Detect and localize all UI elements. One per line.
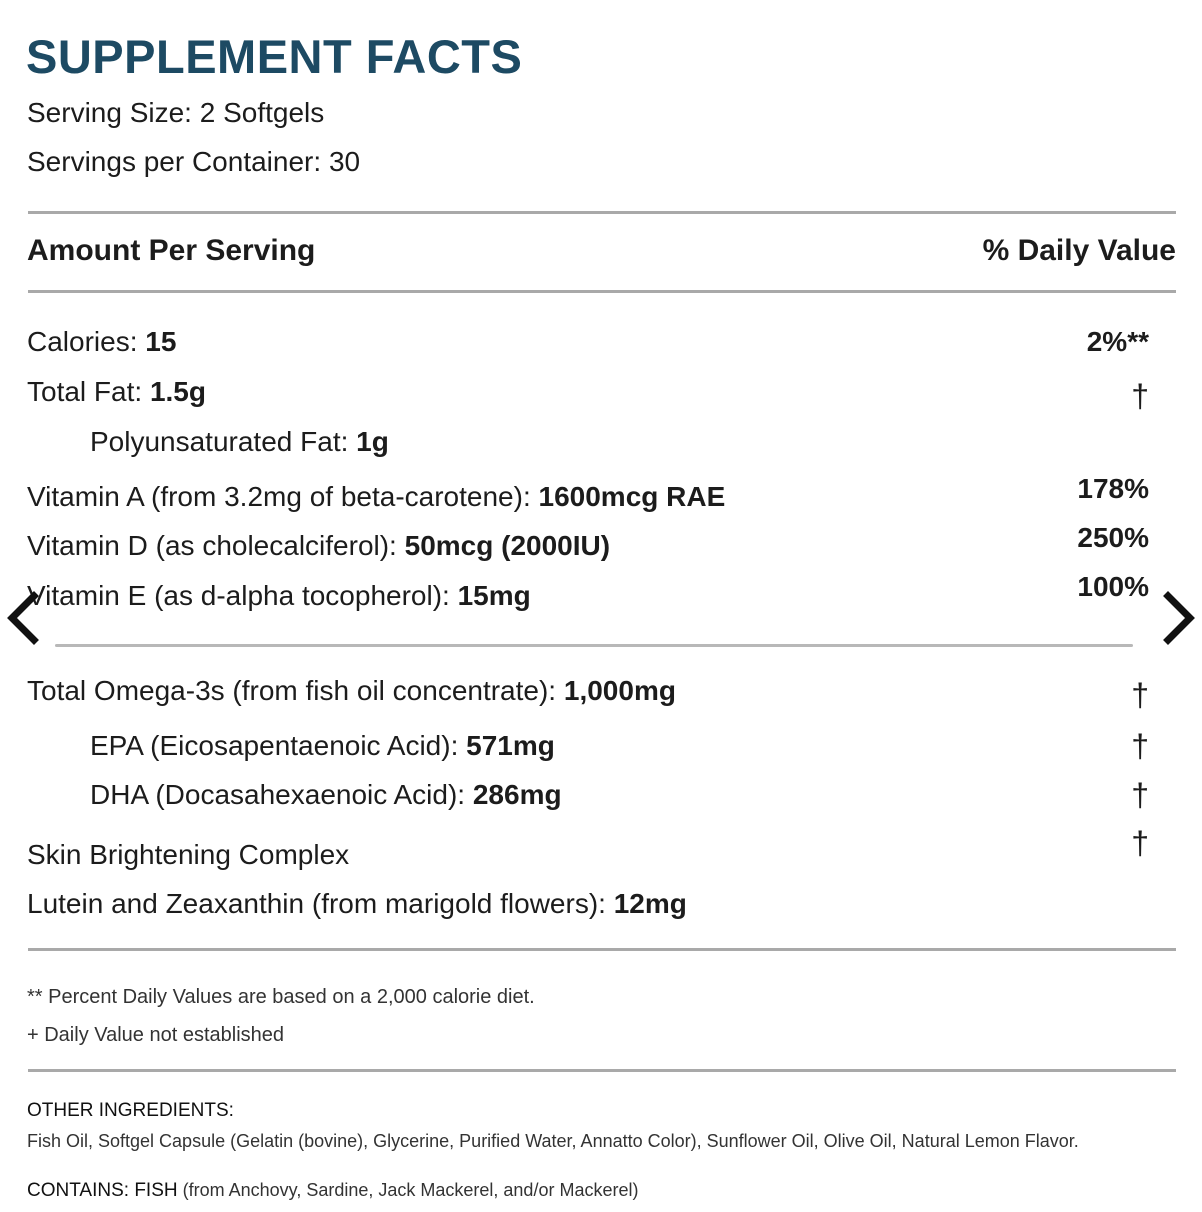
divider-header	[28, 290, 1176, 293]
nutrient-label: Vitamin D (as cholecalciferol):	[27, 530, 397, 561]
omega-label: Total Omega-3s (from fish oil concentrate):	[27, 675, 557, 706]
divider-ingredients	[28, 1069, 1176, 1072]
omega-row-epa	[90, 727, 1175, 765]
nutrient-amount: 1.5g	[149, 376, 206, 407]
omega-label: Lutein and Zeaxanthin (from marigold flowers):	[27, 888, 606, 919]
nutrient-amount: 50mcg (2000IU)	[404, 530, 611, 561]
omega-amount: 571mg	[466, 730, 555, 761]
omega-daily-value: †	[1131, 777, 1149, 813]
nutrient-daily-value: 178%	[1077, 473, 1149, 504]
contains-heading: CONTAINS: FISH	[27, 1180, 178, 1201]
page-title: SUPPLEMENT FACTS	[26, 30, 523, 83]
footnote-dagger: + Daily Value not established	[27, 1024, 285, 1046]
nutrient-amount: 15mg	[457, 580, 531, 611]
other-ingredients-text: Fish Oil, Softgel Capsule (Gelatin (bovine), Glycerine, Purified Water, Annatto Color), Sunflower Oil, Olive Oil, Natural Lemon Flavor.	[27, 1131, 1079, 1151]
contains-text: (from Anchovy, Sardine, Jack Mackerel, and/or Mackerel)	[182, 1180, 639, 1200]
serving-size-label: Serving Size:	[27, 97, 192, 128]
nutrient-daily-value: 250%	[1077, 522, 1149, 553]
omega-amount: 1,000mg	[563, 675, 676, 706]
servings-per-container-value: 30	[328, 146, 361, 177]
nutrient-row-vitamin-d	[27, 522, 1175, 565]
nutrient-daily-value: 100%	[1077, 571, 1149, 602]
nutrient-amount: 1600mcg RAE	[538, 481, 726, 512]
omega-daily-value: †	[1131, 728, 1149, 764]
nutrient-amount: 15	[145, 326, 177, 357]
divider-top	[28, 211, 1176, 214]
omega-row-total	[27, 672, 1175, 713]
servings-per-container-label: Servings per Container:	[27, 146, 322, 177]
daily-value-header: % Daily Value	[982, 234, 1176, 267]
nutrient-label: Vitamin A (from 3.2mg of beta-carotene):	[27, 481, 531, 512]
omega-label: DHA (Docasahexaenoic Acid):	[90, 779, 466, 810]
chevron-left-icon	[2, 590, 46, 646]
nutrient-label: Vitamin E (as d-alpha tocopherol):	[27, 580, 450, 611]
omega-row-skin-brightening	[27, 825, 1175, 874]
other-ingredients-heading: OTHER INGREDIENTS:	[27, 1100, 234, 1121]
nutrient-row-vitamin-e	[27, 571, 1175, 615]
divider-section	[55, 644, 1133, 647]
omega-amount: 286mg	[472, 779, 562, 810]
omega-daily-value: †	[1131, 677, 1149, 713]
nutrient-row-vitamin-a	[27, 473, 1175, 516]
divider-footnotes	[28, 948, 1176, 951]
serving-size	[27, 96, 324, 130]
omega-label: Skin Brightening Complex	[27, 839, 350, 870]
servings-per-container	[27, 145, 360, 179]
carousel-prev-button[interactable]	[2, 590, 46, 646]
nutrient-label: Total Fat:	[27, 376, 143, 407]
serving-size-value: 2 Softgels	[199, 97, 325, 128]
amount-per-serving-header: Amount Per Serving	[27, 234, 316, 267]
omega-row-lutein	[27, 885, 1175, 923]
omega-row-dha	[90, 776, 1175, 814]
nutrient-label: Calories:	[27, 326, 138, 357]
omega-label: EPA (Eicosapentaenoic Acid):	[90, 730, 459, 761]
footnote-percent: ** Percent Daily Values are based on a 2,000 calorie diet.	[27, 986, 535, 1008]
nutrient-amount: 1g	[356, 426, 389, 457]
nutrient-daily-value: †	[1131, 378, 1149, 414]
nutrient-row-total-fat	[27, 373, 1175, 414]
nutrient-label: Polyunsaturated Fat:	[90, 426, 349, 457]
carousel-next-button[interactable]	[1156, 590, 1200, 646]
contains-line	[27, 1178, 638, 1203]
chevron-right-icon	[1156, 590, 1200, 646]
omega-amount: 12mg	[613, 888, 687, 919]
nutrient-daily-value: 2%**	[1086, 326, 1149, 357]
omega-daily-value: †	[1131, 825, 1149, 861]
nutrient-row-polyunsaturated-fat	[90, 423, 1175, 461]
nutrient-row-calories	[27, 323, 1175, 361]
